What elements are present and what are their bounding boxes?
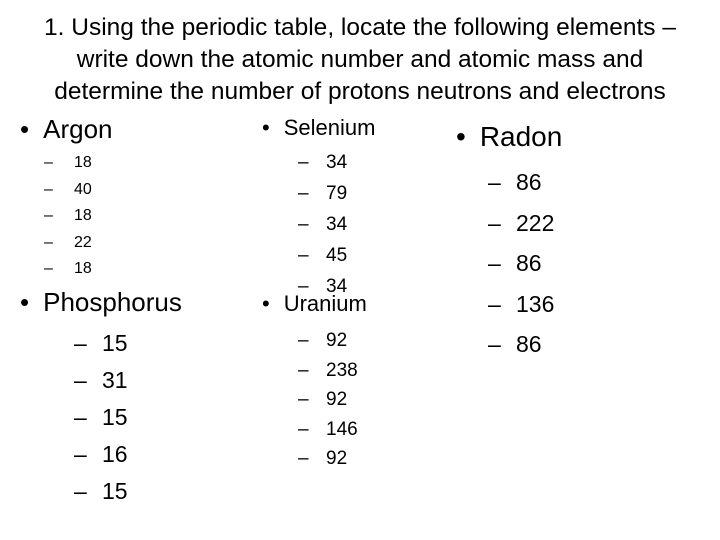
argon-heading — [20, 114, 113, 145]
dash-icon: – — [488, 290, 501, 317]
argon-atomic-number: 18 — [74, 154, 92, 171]
slide-title — [0, 12, 720, 108]
dash-icon: – — [74, 441, 87, 467]
list-item — [74, 362, 128, 399]
dash-icon: – — [74, 367, 87, 393]
title-line-2: write down the atomic number and atomic mass and — [76, 46, 644, 73]
list-item — [488, 324, 554, 365]
dash-icon: – — [44, 233, 53, 251]
list-item — [298, 444, 358, 474]
dash-icon: – — [298, 389, 309, 410]
argon-neutrons: 22 — [74, 233, 92, 251]
dash-icon: – — [74, 330, 87, 356]
uranium-neutrons: 146 — [326, 418, 358, 440]
selenium-atomic-number: 34 — [326, 152, 348, 173]
dash-icon: – — [74, 404, 87, 430]
dash-icon: – — [44, 180, 53, 198]
radon-protons: 86 — [516, 250, 542, 276]
dash-icon: – — [488, 209, 501, 236]
phosphorus-electrons: 15 — [102, 478, 128, 504]
selenium-atomic-mass: 79 — [326, 183, 348, 204]
list-item — [298, 356, 358, 386]
list-item — [74, 473, 128, 510]
list-item — [298, 147, 347, 178]
bullet-icon: • — [262, 115, 270, 140]
dash-icon: – — [488, 331, 501, 357]
dash-icon: – — [298, 330, 309, 351]
radon-values-list — [488, 162, 554, 365]
dash-icon: – — [298, 214, 309, 235]
title-line-1: 1. Using the periodic table, locate the following elements – — [44, 14, 676, 41]
list-item — [44, 256, 92, 283]
dash-icon: – — [44, 260, 53, 277]
list-item — [298, 209, 347, 240]
selenium-electrons: 34 — [326, 276, 348, 297]
selenium-values-list — [298, 147, 347, 302]
dash-icon: – — [298, 448, 309, 469]
dash-icon: – — [298, 418, 309, 440]
list-item — [44, 230, 92, 257]
bullet-icon: • — [20, 114, 30, 144]
dash-icon: – — [298, 152, 309, 173]
bullet-icon: • — [456, 121, 466, 152]
uranium-atomic-number: 92 — [326, 330, 348, 351]
list-item — [488, 203, 554, 244]
phosphorus-atomic-mass: 31 — [102, 367, 128, 393]
title-line-3: determine the number of protons neutrons and electrons — [54, 78, 666, 105]
uranium-values-list — [298, 326, 358, 474]
radon-heading — [456, 121, 562, 153]
list-item — [44, 177, 92, 204]
radon-atomic-mass: 222 — [516, 209, 555, 236]
dash-icon: – — [74, 478, 87, 504]
uranium-heading — [262, 291, 367, 317]
dash-icon: – — [488, 169, 501, 195]
dash-icon: – — [298, 183, 309, 204]
list-item — [488, 284, 554, 325]
phosphorus-protons: 15 — [102, 404, 128, 430]
selenium-protons: 34 — [326, 214, 348, 235]
uranium-electrons: 92 — [326, 448, 348, 469]
uranium-atomic-mass: 238 — [326, 359, 358, 381]
list-item — [44, 203, 92, 230]
list-item — [298, 240, 347, 271]
bullet-icon: • — [20, 287, 30, 317]
list-item — [298, 385, 358, 415]
list-item — [74, 325, 128, 362]
argon-protons: 18 — [74, 207, 92, 224]
radon-neutrons: 136 — [516, 290, 555, 317]
phosphorus-values-list — [74, 325, 128, 510]
phosphorus-neutrons: 16 — [102, 441, 128, 467]
list-item — [298, 415, 358, 445]
selenium-label: Selenium — [283, 115, 376, 140]
radon-label: Radon — [479, 121, 563, 152]
dash-icon: – — [488, 250, 501, 276]
phosphorus-heading — [20, 287, 182, 318]
selenium-heading — [262, 115, 375, 141]
dash-icon: – — [44, 207, 53, 224]
dash-icon: – — [44, 154, 53, 171]
argon-electrons: 18 — [74, 260, 92, 277]
phosphorus-label: Phosphorus — [43, 287, 182, 317]
list-item — [298, 326, 358, 356]
dash-icon: – — [298, 276, 309, 297]
argon-values-list — [44, 150, 92, 283]
argon-atomic-mass: 40 — [74, 180, 92, 198]
list-item — [44, 150, 92, 177]
list-item — [488, 162, 554, 203]
uranium-label: Uranium — [283, 291, 367, 316]
bullet-icon: • — [262, 291, 270, 316]
list-item — [74, 436, 128, 473]
list-item — [74, 399, 128, 436]
list-item — [298, 178, 347, 209]
dash-icon: – — [298, 245, 309, 266]
selenium-neutrons: 45 — [326, 245, 348, 266]
uranium-protons: 92 — [326, 389, 348, 410]
dash-icon: – — [298, 359, 309, 381]
argon-label: Argon — [43, 114, 113, 144]
radon-atomic-number: 86 — [516, 169, 542, 195]
list-item — [488, 243, 554, 284]
radon-electrons: 86 — [516, 331, 542, 357]
phosphorus-atomic-number: 15 — [102, 330, 128, 356]
